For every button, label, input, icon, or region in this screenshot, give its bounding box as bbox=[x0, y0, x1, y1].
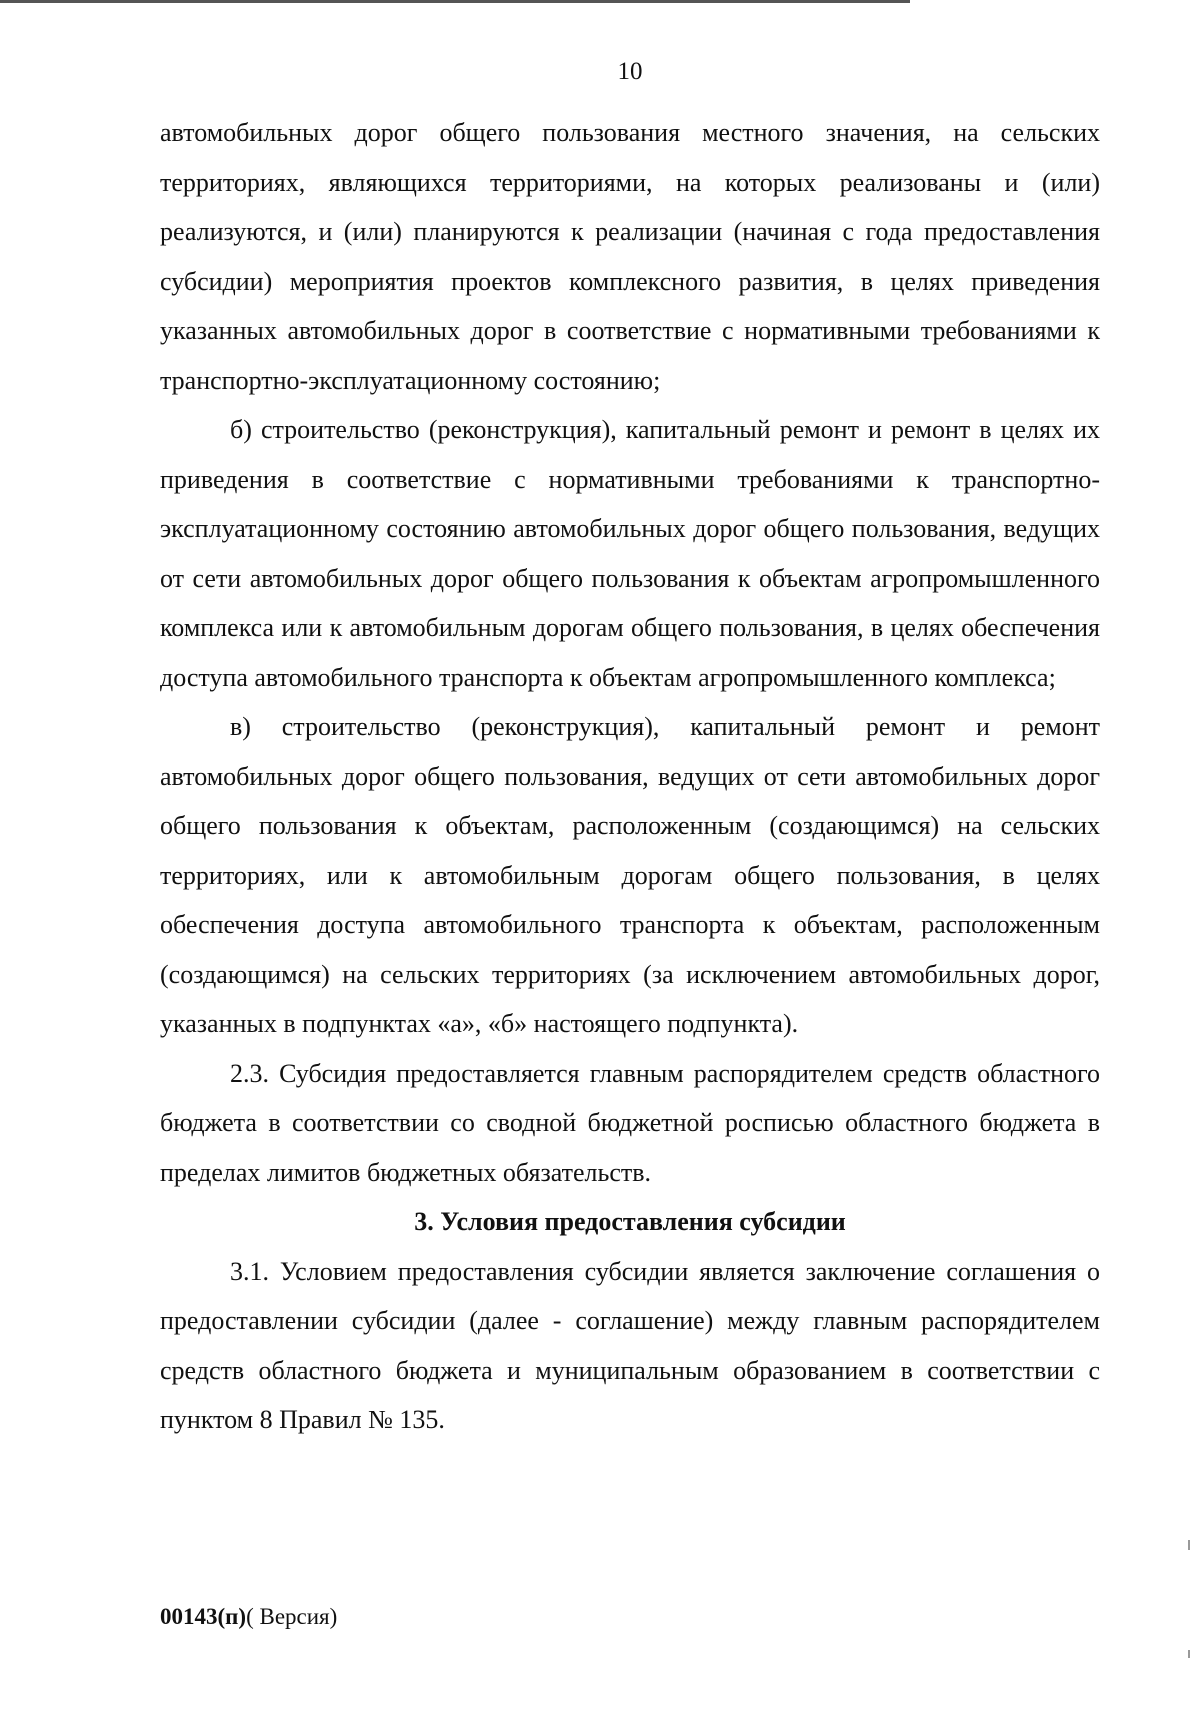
paragraph-item-v: в) строительство (реконструкция), капитальный ремонт и ремонт автомобильных дорог общего пользования, ведущих от сети автомобильных дорог общего пользования к объектам, расположенным (создающимся) на сельских территориях, или к автомобильным дорогам общего пользования, в целях обеспечения доступа автомобильного транспорта к объектам, расположенным (создающимся) на сельских территориях (за исключением автомобильных дорог, указанных в подпунктах «а», «б» настоящего подпункта). bbox=[160, 712, 1100, 1038]
document-code: 00143(п) bbox=[160, 1604, 247, 1629]
section-heading-3: 3. Условия предоставления субсидии bbox=[414, 1207, 846, 1236]
paragraph-2-3: 2.3. Субсидия предоставляется главным распорядителем средств областного бюджета в соответствии со сводной бюджетной росписью областного бюджета в пределах лимитов бюджетных обязательств. bbox=[160, 1058, 1100, 1187]
paragraph-item-b: б) строительство (реконструкция), капитальный ремонт и ремонт в целях их приведения в соответствие с нормативными требованиями к транспортно-эксплуатационному состоянию автомобильных дорог общего пользования, ведущих от сети автомобильных дорог общего пользования к объектам агропромышленного комплекса или к автомобильным дорогам общего пользования, в целях обеспечения доступа автомобильного транспорта к объектам агропромышленного комплекса; bbox=[160, 415, 1100, 692]
top-border-rule bbox=[0, 0, 910, 3]
scan-mark bbox=[1188, 1650, 1190, 1658]
document-body bbox=[160, 108, 1100, 1445]
page-number: 10 bbox=[617, 58, 643, 85]
document-version: ( Версия) bbox=[246, 1604, 338, 1629]
document-footer bbox=[160, 1604, 337, 1630]
paragraph-3-1: 3.1. Условием предоставления субсидии является заключение соглашения о предоставлении субсидии (далее - соглашение) между главным распорядителем средств областного бюджета и муниципальным образованием в соответствии с пунктом 8 Правил № 135. bbox=[160, 1256, 1100, 1434]
paragraph-road-local: автомобильных дорог общего пользования местного значения, на сельских территориях, являющихся территориями, на которых реализованы и (или) реализуются, и (или) планируются к реализации (начиная с года предоставления субсидии) мероприятия проектов комплексного развития, в целях приведения указанных автомобильных дорог в соответствие с нормативными требованиями к транспортно-эксплуатационному состоянию; bbox=[160, 118, 1100, 395]
scan-mark bbox=[1188, 1540, 1190, 1550]
